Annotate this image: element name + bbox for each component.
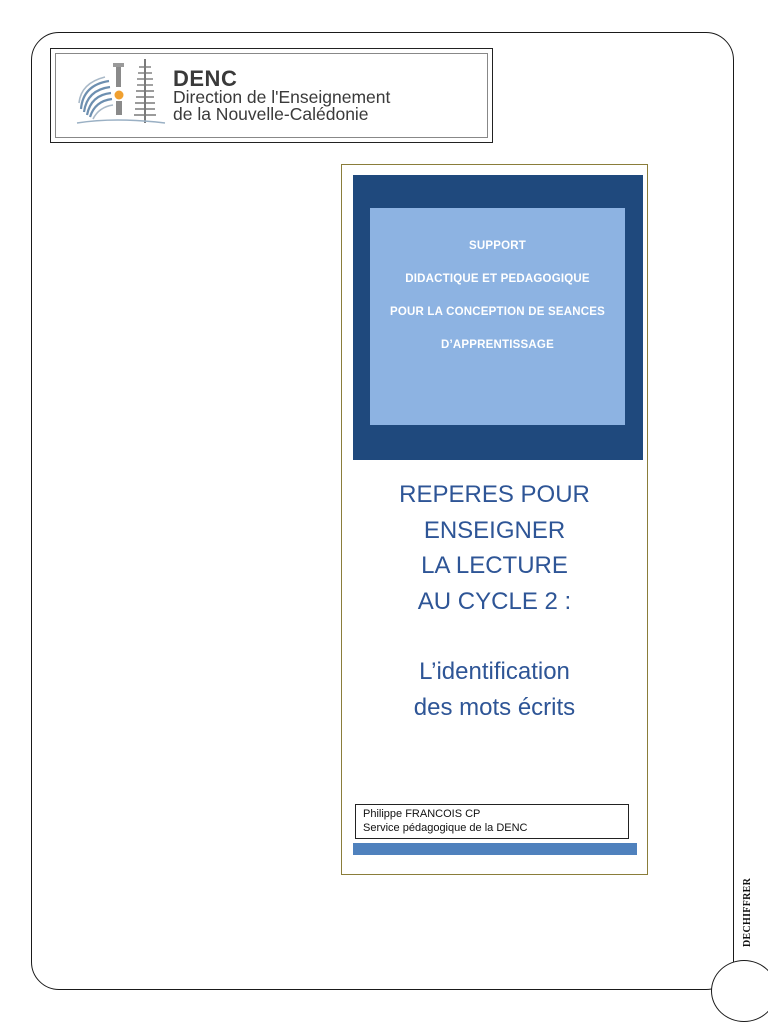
logo-line-2: de la Nouvelle-Calédonie [173,104,369,124]
cover-topic-line: L’identification [419,658,570,685]
logo-text [173,66,391,124]
denc-emblem-icon [75,57,167,129]
cover-subtitle-line: SUPPORT [469,240,526,252]
logo-acronym: DENC [173,66,238,91]
cover-title-line: REPERES POUR [399,481,590,508]
author-name: Philippe FRANCOIS CP [363,808,481,820]
cover-panel [341,164,648,875]
side-label: DECHIFFRER [742,877,753,947]
cover-title-line: AU CYCLE 2 : [417,587,572,615]
logo-box [50,48,493,143]
cover-footer-bar [353,843,637,855]
cover-subtitle-block [370,208,625,425]
cover-topic-line: des mots écrits [413,693,576,721]
cover-title [342,477,647,725]
logo-line-1: Direction de l'Enseignement [173,87,391,107]
author-box [355,804,629,839]
corner-circle [711,960,768,1022]
cover-header-block [353,175,643,460]
cover-title-line: ENSEIGNER [423,516,566,544]
cover-subtitle-line: DIDACTIQUE ET PEDAGOGIQUE [405,273,590,285]
cover-subtitle-line: POUR LA CONCEPTION DE SEANCES [390,306,605,318]
cover-subtitle-line: D’APPRENTISSAGE [441,339,554,351]
author-service: Service pédagogique de la DENC [363,822,528,834]
cover-title-line: LA LECTURE [421,552,568,579]
